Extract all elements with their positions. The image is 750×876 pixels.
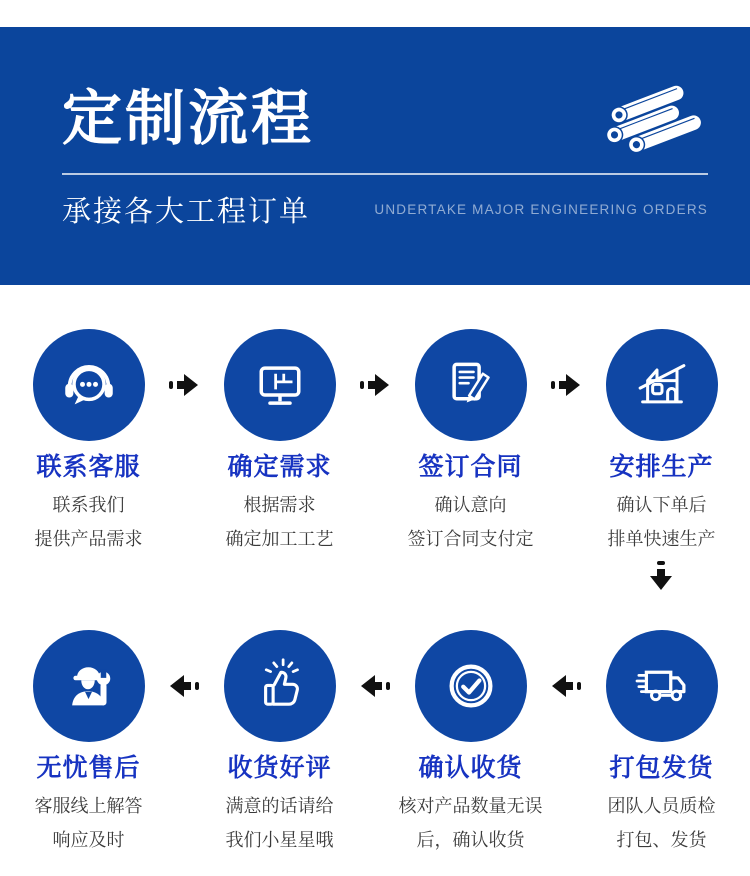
step-description xyxy=(608,488,716,556)
step-title: 确定需求 xyxy=(227,453,332,481)
header-banner xyxy=(0,27,750,285)
step-description xyxy=(608,789,716,857)
step-arrange-production xyxy=(581,329,742,556)
step-desc-line: 提供产品需求 xyxy=(34,529,143,549)
header-subrow xyxy=(62,189,708,230)
monitor-icon xyxy=(250,355,310,415)
page-title: 定制流程 xyxy=(62,85,314,152)
step-title: 签订合同 xyxy=(418,453,523,481)
step-description xyxy=(226,488,334,556)
arrow-left-icon xyxy=(551,673,581,704)
factory-icon xyxy=(632,355,692,415)
flow-row-2 xyxy=(0,630,750,857)
step-title: 无忧售后 xyxy=(36,754,141,782)
headset-chat-icon xyxy=(59,355,119,415)
step-desc-line: 客服线上解答 xyxy=(34,796,143,816)
step-desc-line: 后，确认收货 xyxy=(416,830,525,850)
step-desc-line: 响应及时 xyxy=(52,830,125,850)
step-description xyxy=(35,488,143,556)
step-description xyxy=(35,789,143,857)
step-pack-ship xyxy=(581,630,742,857)
worker-wrench-icon xyxy=(59,656,119,716)
step-title: 安排生产 xyxy=(609,453,714,481)
steel-pipes-illustration xyxy=(590,79,722,179)
icon-badge xyxy=(606,630,718,742)
icon-badge xyxy=(33,329,145,441)
step-desc-line: 根据需求 xyxy=(243,495,316,515)
step-after-sales xyxy=(8,630,169,857)
arrow-right-icon xyxy=(360,372,390,403)
flow-row-1 xyxy=(0,329,750,556)
icon-badge xyxy=(415,630,527,742)
header-subtitle-cn: 承接各大工程订单 xyxy=(62,196,311,228)
flow-connector xyxy=(0,556,750,618)
icon-badge xyxy=(224,630,336,742)
step-desc-line: 确定加工工艺 xyxy=(225,529,334,549)
contract-pen-icon xyxy=(441,355,501,415)
step-desc-line: 确认意向 xyxy=(434,495,507,515)
step-contact-service xyxy=(8,329,169,556)
step-desc-line: 团队人员质检 xyxy=(607,796,716,816)
truck-icon xyxy=(632,656,692,716)
thumbs-up-icon xyxy=(250,656,310,716)
step-desc-line: 排单快速生产 xyxy=(607,529,716,549)
header-subtitle-en: UNDERTAKE MAJOR ENGINEERING ORDERS xyxy=(374,202,708,217)
arrow-right-icon xyxy=(551,372,581,403)
step-confirm-receipt xyxy=(390,630,551,857)
step-desc-line: 联系我们 xyxy=(52,495,125,515)
step-desc-line: 确认下单后 xyxy=(616,495,707,515)
arrow-left-icon xyxy=(169,673,199,704)
steel-pipes-icon xyxy=(590,79,722,179)
step-description xyxy=(399,789,543,857)
step-good-review xyxy=(199,630,360,857)
step-desc-line: 我们小星星哦 xyxy=(225,830,334,850)
step-confirm-requirements xyxy=(199,329,360,556)
icon-badge xyxy=(33,630,145,742)
icon-badge xyxy=(415,329,527,441)
step-title: 打包发货 xyxy=(609,754,714,782)
step-title: 联系客服 xyxy=(36,453,141,481)
icon-badge xyxy=(224,329,336,441)
step-description xyxy=(408,488,534,556)
step-desc-line: 满意的话请给 xyxy=(225,796,334,816)
step-desc-line: 打包、发货 xyxy=(616,830,707,850)
arrow-right-icon xyxy=(169,372,199,403)
step-sign-contract xyxy=(390,329,551,556)
arrow-down-icon xyxy=(648,561,674,598)
step-desc-line: 核对产品数量无误 xyxy=(398,796,543,816)
icon-badge xyxy=(606,329,718,441)
check-circle-icon xyxy=(441,656,501,716)
step-desc-line: 签订合同支付定 xyxy=(407,529,534,549)
arrow-left-icon xyxy=(360,673,390,704)
step-title: 确认收货 xyxy=(418,754,523,782)
step-title: 收货好评 xyxy=(227,754,332,782)
step-description xyxy=(226,789,334,857)
